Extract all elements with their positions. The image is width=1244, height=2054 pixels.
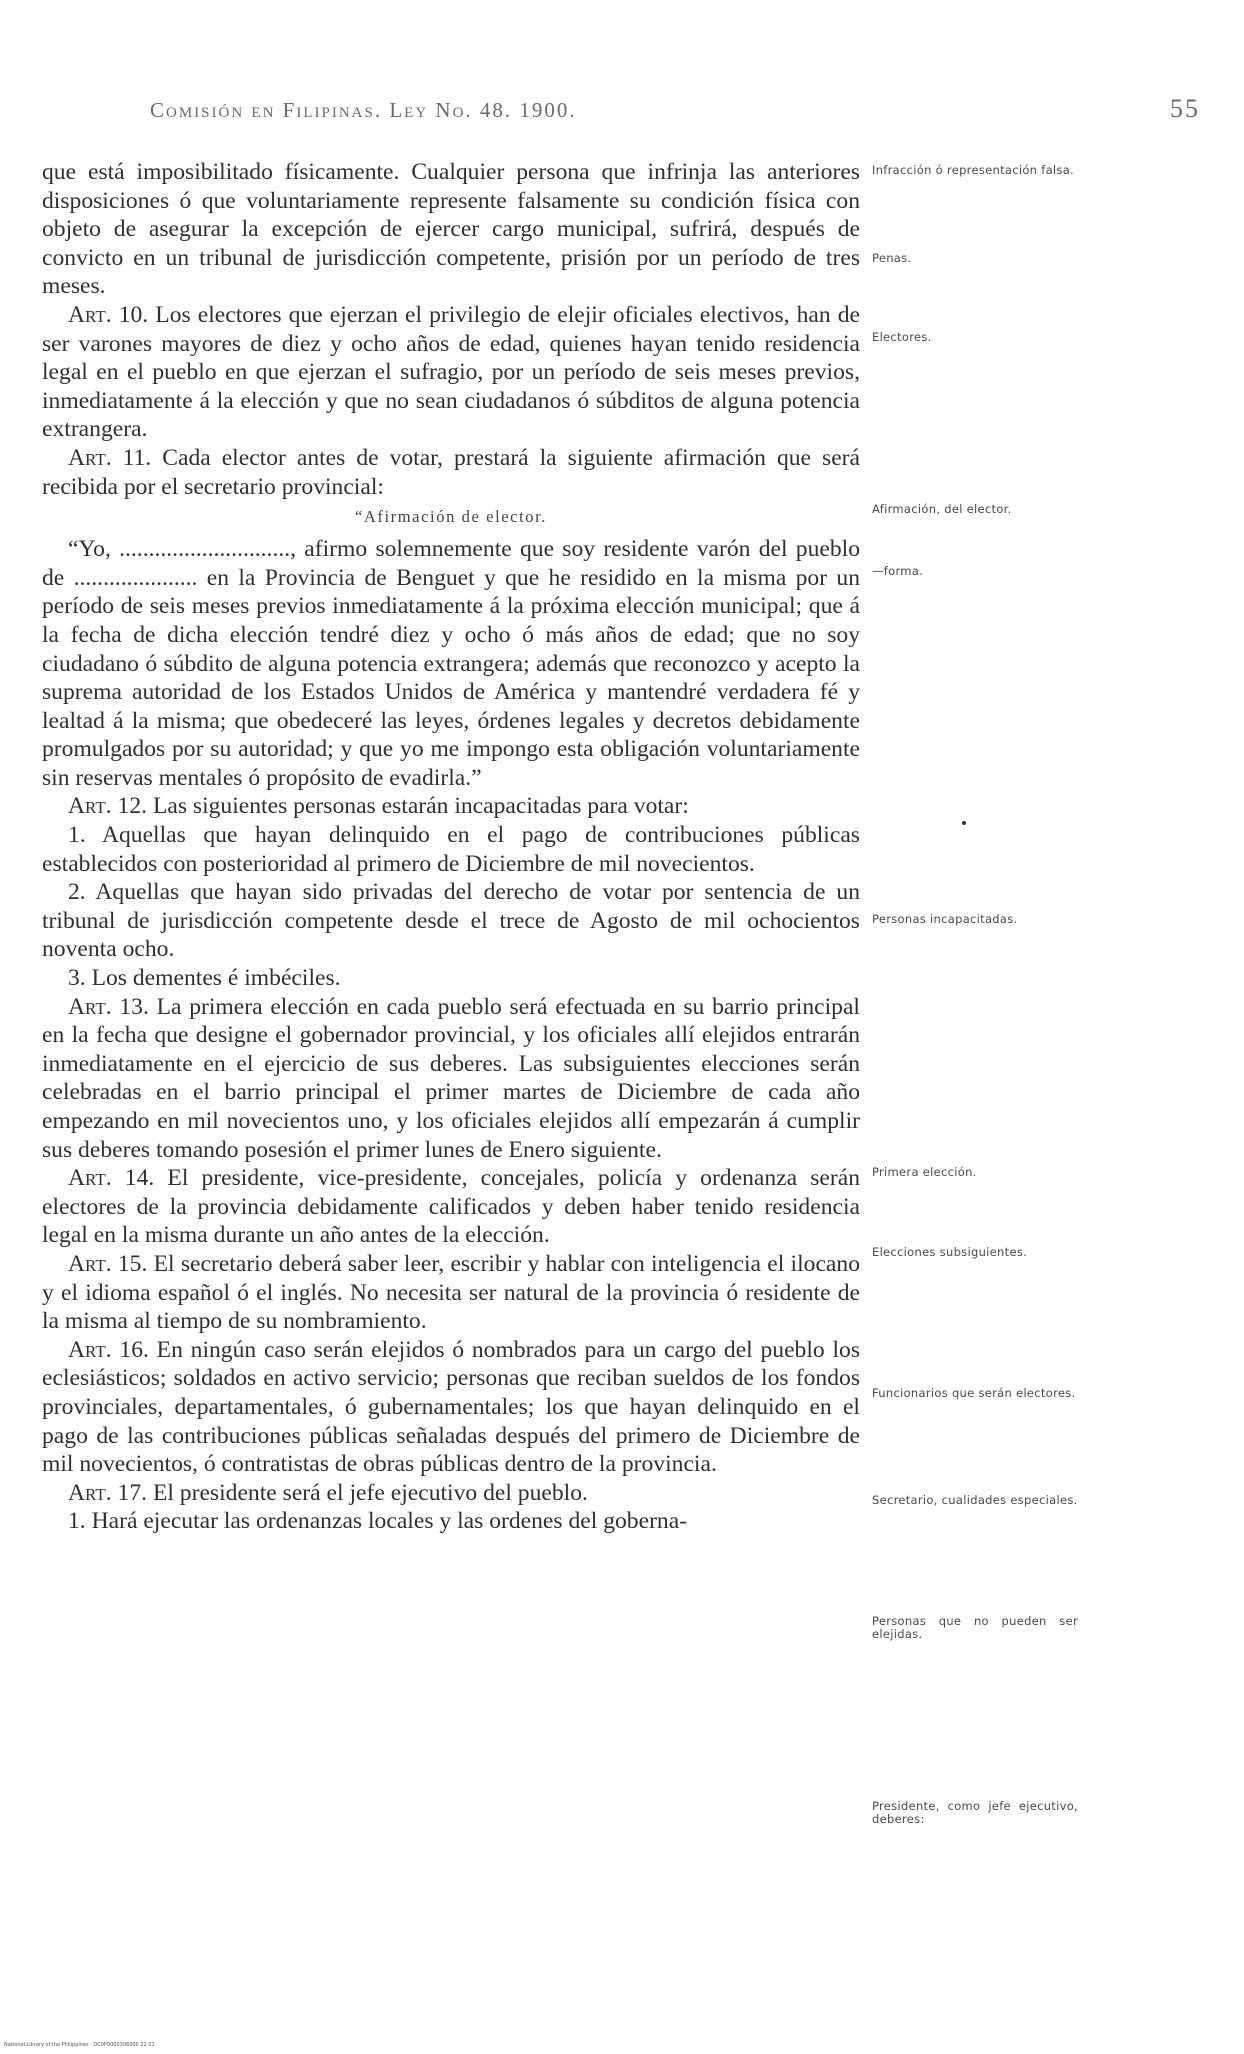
article-13: Art. 13. La primera elección en cada pueblo será efectuada en su barrio principal en la fecha que designe el gobernador provincial, y los oficiales allí elejidos entrarán inmediatamente en el ejercicio de sus deberes. Las subsiguientes elecciones serán celebradas en el barrio principal el primer martes de Diciembre de cada año empezando en mil novecientos uno, y los oficiales elejidos allí empezarán á cumplir sus deberes tomando posesión el primer lunes de Enero siguiente.: [42, 993, 860, 1163]
article-12: Art. 12. Las siguientes personas estarán incapacitadas para votar:: [68, 793, 689, 820]
article-11: Art. 11. Cada elector antes de votar, prestará la siguiente afirmación que será recibida por el secretario provincial:: [42, 444, 860, 500]
margin-note: Funcionarios que serán electores.: [872, 1386, 1076, 1400]
list-item: 2. Aquellas que hayan sido privadas del derecho de votar por sentencia de un tribunal de jurisdicción competente desde el trece de Agosto de mil ochocientos noventa ocho.: [42, 879, 860, 963]
article-number: Art. 17.: [68, 1479, 148, 1506]
margin-note: Electores.: [872, 330, 932, 344]
article-number: Art. 14.: [68, 1165, 155, 1192]
margin-note: Personas que no pueden ser elejidas.: [872, 1614, 1078, 1641]
article-number: Art. 11.: [68, 444, 152, 471]
article-number: Art. 12.: [68, 793, 148, 820]
list-item: 3. Los dementes é imbéciles.: [68, 965, 341, 992]
margin-note: Penas.: [872, 251, 912, 265]
footer-credit: National Library of the Philippines · DC0P0000306000 22 01: [4, 2042, 155, 2048]
oath-text: “Yo, ............................., afirmo solemnemente que soy residente varón del pueblo de ..................... en la Provincia de Benguet y que he residido en la misma por un período de seis meses previos inmediatamente á la próxima elección municipal; que á la fecha de dicha elección tendré diez y ocho ó más años de edad; que no soy ciudadano ó súbdito de alguna potencia extrangera; además que reconozco y acepto la suprema autoridad de los Estados Unidos de América y mantendré verdadera fé y lealtad á la misma; que obedeceré las leyes, órdenes legales y decretos debidamente promulgados por su autoridad; y que yo me impongo esta obligación voluntariamente sin reservas mentales ó propósito de evadirla.”: [42, 536, 860, 791]
margin-note: Secretario, cualidades especiales.: [872, 1493, 1078, 1507]
running-title: Comisión en Filipinas. Ley No. 48. 1900.: [150, 98, 577, 122]
oath-title: “Afirmación de elector.: [354, 507, 548, 527]
article-number: Art. 13.: [68, 993, 149, 1020]
page-number: 55: [1170, 94, 1200, 123]
main-text: [42, 158, 860, 1536]
margin-note: Primera elección.: [872, 1165, 977, 1179]
article-number: Art. 16.: [68, 1336, 149, 1363]
margin-note: Presidente, como jefe ejecutivo, deberes:: [872, 1799, 1078, 1826]
margin-note: Infracción ó representación falsa.: [872, 163, 1075, 177]
margin-note: Elecciones subsiguientes.: [872, 1245, 1028, 1259]
list-item: 1. Aquellas que hayan delinquido en el pago de contribuciones públicas establecidos con posterioridad al primero de Diciembre de mil novecientos.: [42, 822, 860, 877]
margin-note: —forma.: [872, 564, 924, 578]
paragraph-continuation: que está imposibilitado físicamente. Cualquier persona que infrinja las anteriores disposiciones ó que voluntariamente represente falsamente su condición física con objeto de asegurar la excepción de ejercer cargo municipal, sufrirá, después de convicto en un tribunal de jurisdicción competente, prisión por un período de tres meses.: [42, 159, 860, 300]
article-number: Art. 10.: [68, 301, 149, 328]
article-17: Art. 17. El presidente será el jefe ejecutivo del pueblo.: [68, 1479, 588, 1506]
article-15: Art. 15. El secretario deberá saber leer, escribir y hablar con inteligencia el ilocano y el idioma español ó el inglés. No necesita ser natural de la provincia ó residente de la misma al tiempo de su nombramiento.: [42, 1250, 860, 1335]
margin-note: Afirmación, del elector.: [872, 502, 1012, 516]
list-item: 1. Hará ejecutar las ordenanzas locales y las ordenes del goberna-: [68, 1508, 688, 1535]
margin-note: Personas incapacitadas.: [872, 912, 1018, 926]
article-16: Art. 16. En ningún caso serán elejidos ó nombrados para un cargo del pueblo los eclesiásticos; soldados en activo servicio; personas que reciban sueldos de los fondos provinciales, departamentales, ó gubernamentales; los que hayan delinquido en el pago de las contribuciones públicas señaladas después del primero de Diciembre de mil novecientos, ó contratistas de obras públicas dentro de la provincia.: [42, 1336, 861, 1478]
article-10: Art. 10. Los electores que ejerzan el privilegio de elejir oficiales electivos, han de ser varones mayores de diez y ocho años de edad, quienes hayan tenido residencia legal en el pueblo en que ejerzan el sufragio, por un período de seis meses previos, inmediatamente á la elección y que no sean ciudadanos ó súbditos de alguna potencia extrangera.: [42, 301, 861, 443]
article-number: Art. 15.: [68, 1250, 148, 1277]
article-14: Art. 14. El presidente, vice-presidente, concejales, policía y ordenanza serán electores de la provincia debidamente calificados y deben haber tenido residencia legal en la misma durante un año antes de la elección.: [42, 1165, 860, 1249]
ink-speck: [962, 821, 966, 825]
